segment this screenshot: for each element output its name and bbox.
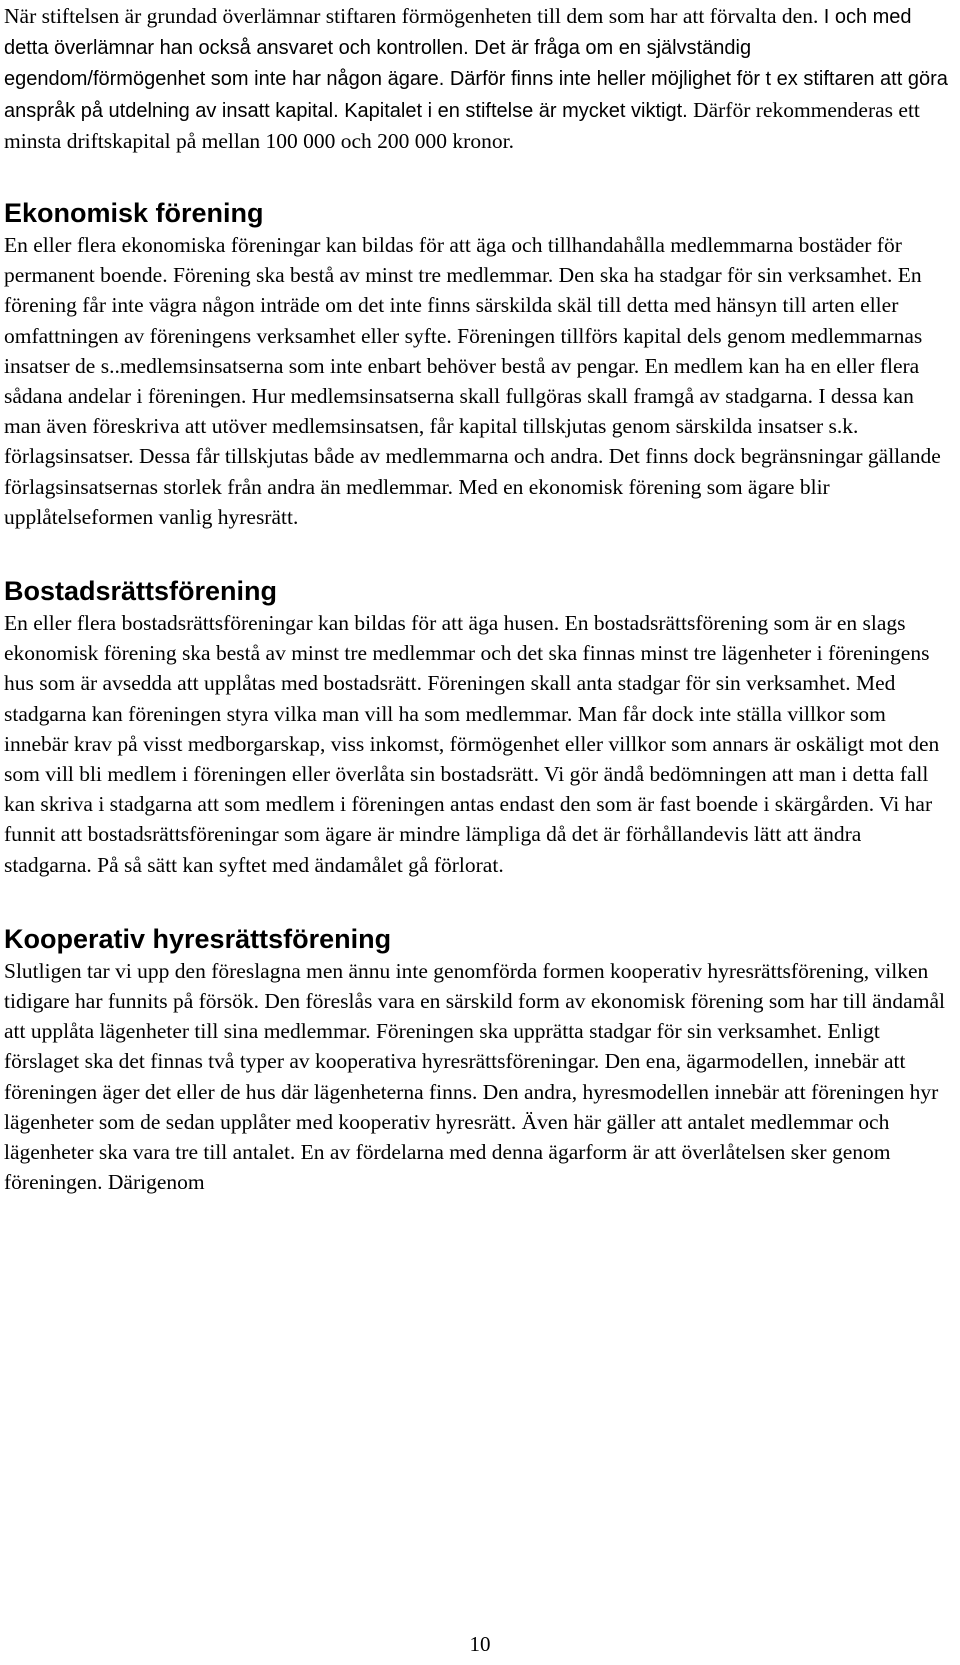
intro-sans-text: I och med detta överlämnar han också ansvaret och kontrollen. Det är fråga om en självständig egendom/förmögenhet som inte har någon ägare. Därför finns inte heller möjlighet för t ex stiftaren att göra anspråk på utdelning av insatt kapital. Kapitalet i en stiftelse är mycket viktigt. [4, 6, 948, 122]
section-heading-bostadsrattsforening: Bostadsrättsförening [4, 576, 278, 607]
section-body-ekonomisk-forening: En eller flera ekonomiska föreningar kan bildas för att äga och tillhandahålla medlemmarna bostäder för permanent boende. Förening ska bestå av minst tre medlemmar. Den ska ha stadgar för sin verksamhet. En förening får inte vägra någon inträde om det inte finns särskilda skäl till detta med hänsyn till arten eller omfattningen av föreningens verksamhet eller syfte. Föreningen tillförs kapital dels genom medlemmarnas insatser de s..medlemsinsatserna som inte enbart behöver bestå av pengar. En medlem kan ha en eller flera sådana andelar i föreningen. Hur medlemsinsatserna skall fullgöras skall framgå av stadgarna. I dessa kan man även föreskriva att utöver medlemsinsatsen, får kapital tillskjutas genom särskilda insatser s.k. förlagsinsatser. Dessa får tillskjutas både av medlemmarna och andra. Det finns dock begränsningar gällande förlagsinsatsernas storlek från andra än medlemmar. Med en ekonomisk förening som ägare blir upplåtelseformen vanlig hyresrätt. [4, 233, 941, 529]
document-page [4, 0, 952, 1198]
intro-serif-tail: Därför rekommenderas ett minsta driftskapital på mellan 100 000 och 200 000 kronor. [4, 97, 920, 153]
section-heading-kooperativ-hyresrattsforening: Kooperativ hyresrättsförening [4, 923, 392, 954]
intro-serif-lead: När stiftelsen är grundad överlämnar stiftaren förmögenheten till dem som har att förvalta den. [4, 4, 824, 28]
section-heading-ekonomisk-forening: Ekonomisk förening [4, 198, 264, 229]
intro-paragraph [4, 1, 952, 156]
section-body-kooperativ-hyresrattsforening: Slutligen tar vi upp den föreslagna men ännu inte genomförda formen kooperativ hyresrättsförening, vilken tidigare har funnits på försök. Den föreslås vara en särskild form av ekonomisk förening som har till ändamål att upplåta lägenheter till sina medlemmar. Föreningen ska upprätta stadgar för sin verksamhet. Enligt förslaget ska det finnas två typer av kooperativa hyresrättsföreningar. Den ena, ägarmodellen, innebär att föreningen äger det eller de hus där lägenheterna finns. Den andra, hyresmodellen innebär att föreningen hyr lägenheter som de sedan upplåter med kooperativ hyresrätt. Även här gäller att antalet medlemmar och lägenheter ska vara tre till antalet. En av fördelarna med denna ägarform är att överlåtelsen sker genom föreningen. Därigenom [4, 958, 945, 1195]
section-body-bostadsrattsforening: En eller flera bostadsrättsföreningar kan bildas för att äga husen. En bostadsrättsförening som är en slags ekonomisk förening ska bestå av minst tre medlemmar och det ska finnas minst tre lägenheter i föreningens hus som är avsedda att upplåtas med bostadsrätt. Föreningen skall anta stadgar för sin verksamhet. Med stadgarna kan föreningen styra vilka man vill ha som medlemmar. Man får dock inte ställa villkor som innebär krav på visst medborgarskap, viss inkomst, förmögenhet eller villkor som annars är oskäligt mot den som vill bli medlem i föreningen eller överlåta sin bostadsrätt. Vi gör ändå bedömningen att man i detta fall kan skriva i stadgarna att som medlem i föreningen antas endast den som är fast boende i skärgården. Vi har funnit att bostadsrättsföreningar som ägare är mindre lämpliga då det är förhållandevis lätt att ändra stadgarna. På så sätt kan syftet med ändamålet gå förlorat. [4, 611, 940, 877]
page-number: 10 [469, 1632, 491, 1656]
